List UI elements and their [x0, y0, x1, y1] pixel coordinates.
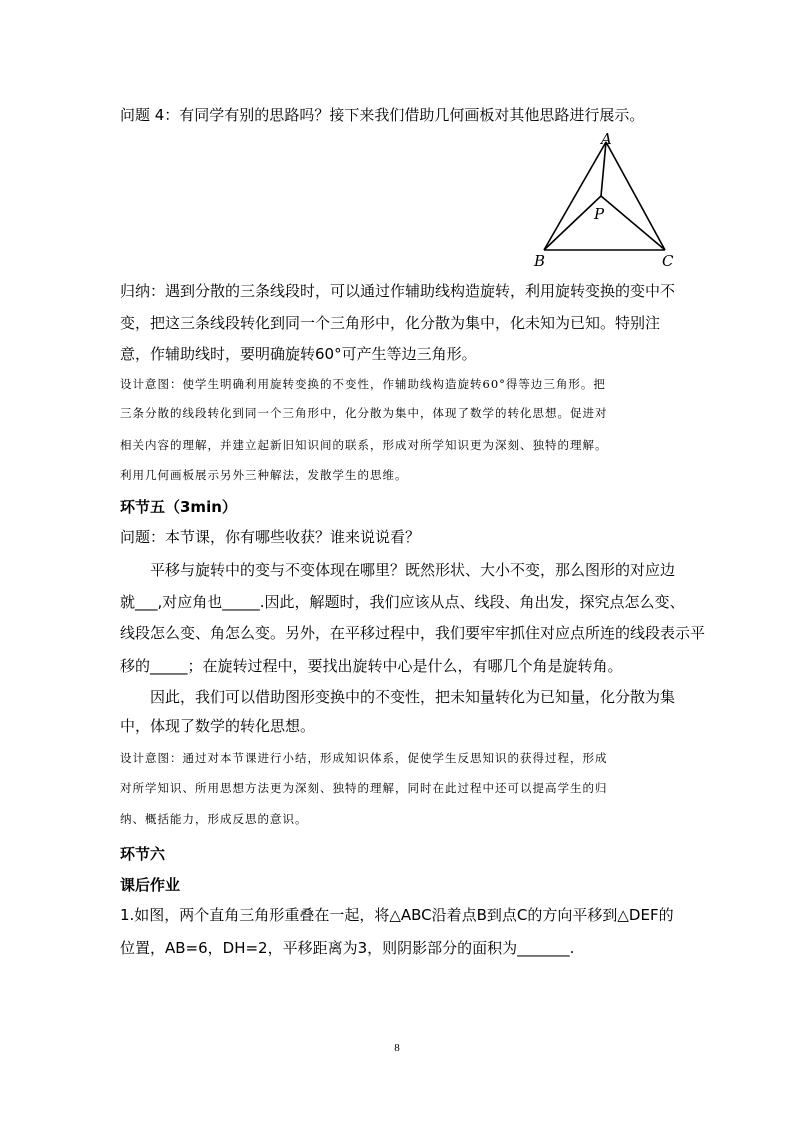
paragraph-1-line-1: 平移与旋转中的变与不变体现在哪里？既然形状、大小不变，那么图形的对应边: [150, 561, 676, 579]
homework-q1-line-2: 位置，AB=6，DH=2，平移距离为3，则阴影部分的面积为_______.: [120, 939, 575, 957]
paragraph-1-line-4: 移的_____；在旋转过程中，要找出旋转中心是什么，有哪几个角是旋转角。: [120, 657, 623, 675]
design-intent-2-line-1: 设计意图：通过对本节课进行小结，形成知识体系，促使学生反思知识的获得过程，形成: [120, 751, 608, 765]
paragraph-2-line-2: 中，体现了数学的转化思想。: [120, 717, 316, 735]
page-number: 8: [394, 1042, 400, 1054]
triangle-figure: [528, 130, 678, 270]
design-intent-2-line-2: 对所学知识、所用思想方法更为深刻、独特的理解，同时在此过程中还可以提高学生的归: [120, 781, 608, 795]
section-5-question: 问题：本节课，你有哪些收获？谁来说说看？: [120, 528, 421, 546]
design-intent-2-line-3: 纳、概括能力，形成反思的意识。: [120, 812, 308, 826]
design-intent-1-line-1: 设计意图：使学生明确利用旋转变换的不变性，作辅助线构造旋转60°得等边三角形。把: [120, 377, 606, 391]
design-intent-1-line-2: 三条分散的线段转化到同一个三角形中，化分散为集中，体现了数学的转化思想。促进对: [120, 406, 608, 420]
label-p: P: [594, 205, 605, 223]
segment-pb: [544, 196, 601, 250]
summary-line-2: 变，把这三条线段转化到同一个三角形中，化分散为集中，化未知为已知。特别注: [120, 314, 661, 332]
segment-pc: [601, 196, 665, 250]
homework-heading: 课后作业: [120, 876, 181, 894]
section-5-heading: 环节五（3min）: [120, 498, 237, 516]
paragraph-2-line-1: 因此，我们可以借助图形变换中的不变性，把未知量转化为已知量，化分散为集: [150, 688, 676, 706]
paragraph-1-line-2: 就___,对应角也_____.因此，解题时，我们应该从点、线段、角出发，探究点怎么变、: [120, 593, 685, 611]
label-a: A: [601, 130, 612, 148]
summary-line-1: 归纳：遇到分散的三条线段时，可以通过作辅助线构造旋转，利用旋转变换的变中不: [120, 282, 676, 300]
question-4: 问题 4：有同学有别的思路吗？接下来我们借助几何画板对其他思路进行展示。: [120, 106, 645, 124]
design-intent-1-line-4: 利用几何画板展示另外三种解法，发散学生的思维。: [120, 468, 408, 482]
segment-ac: [606, 142, 665, 250]
segment-ab: [544, 142, 606, 250]
label-b: B: [534, 252, 546, 270]
paragraph-1-line-3: 线段怎么变、角怎么变。另外，在平移过程中，我们要牢牢抓住对应点所连的线段表示平: [120, 624, 706, 642]
design-intent-1-line-3: 相关内容的理解，并建立起新旧知识间的联系，形成对所学知识更为深刻、独特的理解。: [120, 438, 608, 452]
homework-q1-line-1: 1.如图，两个直角三角形重叠在一起，将△ABC沿着点B到点C的方向平移到△DEF的: [120, 906, 674, 924]
section-6-heading: 环节六: [120, 845, 166, 863]
summary-line-3: 意，作辅助线时，要明确旋转60°可产生等边三角形。: [120, 345, 477, 363]
label-c: C: [662, 252, 674, 270]
